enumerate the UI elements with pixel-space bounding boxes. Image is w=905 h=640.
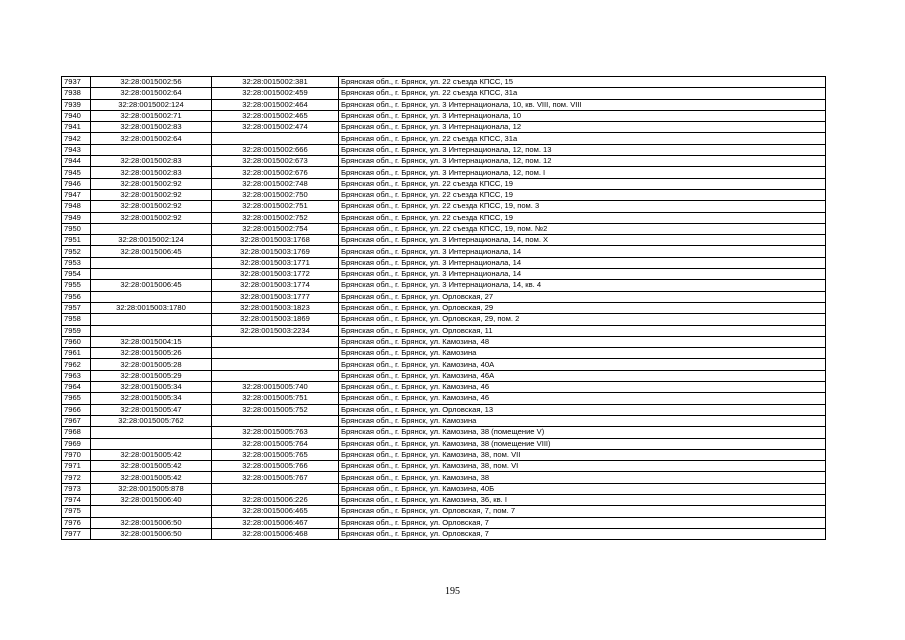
address-cell: Брянская обл., г. Брянск, ул. 3 Интернационала, 12 xyxy=(339,122,826,133)
object-cadastral-number-cell xyxy=(212,336,339,347)
address-cell: Брянская обл., г. Брянск, ул. Орловская, 7 xyxy=(339,517,826,528)
table-row xyxy=(62,77,826,88)
cadastral-number-cell xyxy=(91,257,212,268)
address-cell: Брянская обл., г. Брянск, ул. Орловская, 29, пом. 2 xyxy=(339,314,826,325)
cadastral-number-cell: 32:28:0015006:45 xyxy=(91,246,212,257)
table-row xyxy=(62,336,826,347)
table-row xyxy=(62,269,826,280)
row-number-cell: 7965 xyxy=(62,393,91,404)
table-row xyxy=(62,235,826,246)
cadastral-number-cell: 32:28:0015002:92 xyxy=(91,212,212,223)
table-row xyxy=(62,178,826,189)
object-cadastral-number-cell xyxy=(212,348,339,359)
cadastral-number-cell: 32:28:0015006:50 xyxy=(91,528,212,539)
table-row xyxy=(62,528,826,539)
page-number: 195 xyxy=(445,586,460,597)
cadastral-number-cell: 32:28:0015002:56 xyxy=(91,77,212,88)
table-row xyxy=(62,291,826,302)
table-row xyxy=(62,314,826,325)
row-number-cell: 7948 xyxy=(62,201,91,212)
object-cadastral-number-cell: 32:28:0015005:740 xyxy=(212,382,339,393)
address-cell: Брянская обл., г. Брянск, ул. 22 съезда КПСС, 19, пом. 3 xyxy=(339,201,826,212)
table-row xyxy=(62,438,826,449)
cadastral-number-cell: 32:28:0015002:92 xyxy=(91,189,212,200)
row-number-cell: 7938 xyxy=(62,88,91,99)
cadastral-number-cell: 32:28:0015002:92 xyxy=(91,178,212,189)
object-cadastral-number-cell: 32:28:0015006:226 xyxy=(212,494,339,505)
table-row xyxy=(62,359,826,370)
object-cadastral-number-cell: 32:28:0015002:381 xyxy=(212,77,339,88)
address-cell: Брянская обл., г. Брянск, ул. 22 съезда КПСС, 19 xyxy=(339,189,826,200)
row-number-cell: 7971 xyxy=(62,461,91,472)
row-number-cell: 7967 xyxy=(62,415,91,426)
address-cell: Брянская обл., г. Брянск, ул. 3 Интернационала, 14, кв. 4 xyxy=(339,280,826,291)
address-cell: Брянская обл., г. Брянск, ул. Камозина, 46А xyxy=(339,370,826,381)
address-cell: Брянская обл., г. Брянск, ул. 3 Интернационала, 14 xyxy=(339,269,826,280)
cadastral-number-cell xyxy=(91,314,212,325)
table-row xyxy=(62,110,826,121)
row-number-cell: 7949 xyxy=(62,212,91,223)
cadastral-number-cell xyxy=(91,427,212,438)
address-cell: Брянская обл., г. Брянск, ул. Орловская, 11 xyxy=(339,325,826,336)
address-cell: Брянская обл., г. Брянск, ул. Камозина, 46 xyxy=(339,382,826,393)
table-row xyxy=(62,461,826,472)
row-number-cell: 7941 xyxy=(62,122,91,133)
table-row xyxy=(62,449,826,460)
address-cell: Брянская обл., г. Брянск, ул. 22 съезда КПСС, 15 xyxy=(339,77,826,88)
table-row xyxy=(62,483,826,494)
object-cadastral-number-cell: 32:28:0015006:468 xyxy=(212,528,339,539)
cadastral-number-cell: 32:28:0015005:878 xyxy=(91,483,212,494)
row-number-cell: 7970 xyxy=(62,449,91,460)
address-cell: Брянская обл., г. Брянск, ул. Орловская, 27 xyxy=(339,291,826,302)
cadastral-number-cell: 32:28:0015005:42 xyxy=(91,461,212,472)
table-row xyxy=(62,280,826,291)
object-cadastral-number-cell: 32:28:0015003:1869 xyxy=(212,314,339,325)
object-cadastral-number-cell xyxy=(212,483,339,494)
row-number-cell: 7947 xyxy=(62,189,91,200)
table-row xyxy=(62,122,826,133)
row-number-cell: 7956 xyxy=(62,291,91,302)
row-number-cell: 7953 xyxy=(62,257,91,268)
object-cadastral-number-cell: 32:28:0015002:751 xyxy=(212,201,339,212)
object-cadastral-number-cell: 32:28:0015002:750 xyxy=(212,189,339,200)
row-number-cell: 7977 xyxy=(62,528,91,539)
cadastral-number-cell: 32:28:0015002:92 xyxy=(91,201,212,212)
address-cell: Брянская обл., г. Брянск, ул. 3 Интернационала, 10 xyxy=(339,110,826,121)
table-row xyxy=(62,382,826,393)
object-cadastral-number-cell: 32:28:0015002:666 xyxy=(212,144,339,155)
table-row xyxy=(62,404,826,415)
address-cell: Брянская обл., г. Брянск, ул. Камозина, 40Б xyxy=(339,483,826,494)
object-cadastral-number-cell: 32:28:0015003:1771 xyxy=(212,257,339,268)
object-cadastral-number-cell: 32:28:0015005:752 xyxy=(212,404,339,415)
cadastral-number-cell: 32:28:0015002:124 xyxy=(91,235,212,246)
cadastral-number-cell: 32:28:0015005:26 xyxy=(91,348,212,359)
cadastral-number-cell: 32:28:0015005:29 xyxy=(91,370,212,381)
object-cadastral-number-cell: 32:28:0015005:763 xyxy=(212,427,339,438)
row-number-cell: 7964 xyxy=(62,382,91,393)
address-cell: Брянская обл., г. Брянск, ул. 3 Интернационала, 12, пом. I xyxy=(339,167,826,178)
table-row xyxy=(62,517,826,528)
cadastral-number-cell: 32:28:0015002:83 xyxy=(91,167,212,178)
row-number-cell: 7976 xyxy=(62,517,91,528)
table-row xyxy=(62,494,826,505)
object-cadastral-number-cell xyxy=(212,133,339,144)
row-number-cell: 7951 xyxy=(62,235,91,246)
row-number-cell: 7943 xyxy=(62,144,91,155)
row-number-cell: 7963 xyxy=(62,370,91,381)
cadastral-number-cell xyxy=(91,291,212,302)
cadastral-number-cell xyxy=(91,438,212,449)
cadastral-number-cell: 32:28:0015005:34 xyxy=(91,382,212,393)
table-row xyxy=(62,189,826,200)
row-number-cell: 7944 xyxy=(62,156,91,167)
cadastral-number-cell: 32:28:0015002:64 xyxy=(91,133,212,144)
table-row xyxy=(62,427,826,438)
cadastral-number-cell xyxy=(91,144,212,155)
row-number-cell: 7972 xyxy=(62,472,91,483)
cadastral-number-cell: 32:28:0015002:71 xyxy=(91,110,212,121)
cadastral-number-cell: 32:28:0015005:762 xyxy=(91,415,212,426)
row-number-cell: 7937 xyxy=(62,77,91,88)
cadastral-number-cell xyxy=(91,506,212,517)
table-row xyxy=(62,88,826,99)
object-cadastral-number-cell: 32:28:0015002:676 xyxy=(212,167,339,178)
object-cadastral-number-cell: 32:28:0015002:474 xyxy=(212,122,339,133)
table-row xyxy=(62,133,826,144)
address-cell: Брянская обл., г. Брянск, ул. Камозина, 36, кв. I xyxy=(339,494,826,505)
address-cell: Брянская обл., г. Брянск, ул. 3 Интернационала, 12, пом. 12 xyxy=(339,156,826,167)
row-number-cell: 7973 xyxy=(62,483,91,494)
table-row xyxy=(62,144,826,155)
address-cell: Брянская обл., г. Брянск, ул. 22 съезда КПСС, 19 xyxy=(339,212,826,223)
address-cell: Брянская обл., г. Брянск, ул. 3 Интернационала, 14 xyxy=(339,246,826,257)
cadastral-number-cell: 32:28:0015006:50 xyxy=(91,517,212,528)
object-cadastral-number-cell: 32:28:0015002:464 xyxy=(212,99,339,110)
table-row xyxy=(62,99,826,110)
cadastral-number-cell: 32:28:0015005:28 xyxy=(91,359,212,370)
table-row xyxy=(62,506,826,517)
table-row xyxy=(62,393,826,404)
object-cadastral-number-cell: 32:28:0015003:2234 xyxy=(212,325,339,336)
row-number-cell: 7940 xyxy=(62,110,91,121)
cadastral-number-cell: 32:28:0015005:34 xyxy=(91,393,212,404)
address-cell: Брянская обл., г. Брянск, ул. 3 Интернационала, 10, кв. VIII, пом. VIII xyxy=(339,99,826,110)
table-row xyxy=(62,302,826,313)
cadastral-number-cell: 32:28:0015002:64 xyxy=(91,88,212,99)
address-cell: Брянская обл., г. Брянск, ул. Камозина, 38, пом. VI xyxy=(339,461,826,472)
address-cell: Брянская обл., г. Брянск, ул. Камозина, 38, пом. VII xyxy=(339,449,826,460)
cadastral-number-cell: 32:28:0015006:45 xyxy=(91,280,212,291)
table-row xyxy=(62,246,826,257)
row-number-cell: 7942 xyxy=(62,133,91,144)
object-cadastral-number-cell xyxy=(212,415,339,426)
row-number-cell: 7950 xyxy=(62,223,91,234)
row-number-cell: 7945 xyxy=(62,167,91,178)
row-number-cell: 7946 xyxy=(62,178,91,189)
cadastral-number-cell: 32:28:0015002:83 xyxy=(91,156,212,167)
address-cell: Брянская обл., г. Брянск, ул. Камозина, 38 (помещение VIII) xyxy=(339,438,826,449)
cadastral-number-cell: 32:28:0015002:124 xyxy=(91,99,212,110)
table-row xyxy=(62,415,826,426)
row-number-cell: 7954 xyxy=(62,269,91,280)
row-number-cell: 7975 xyxy=(62,506,91,517)
cadastral-number-cell xyxy=(91,223,212,234)
object-cadastral-number-cell: 32:28:0015003:1768 xyxy=(212,235,339,246)
table-row xyxy=(62,223,826,234)
address-cell: Брянская обл., г. Брянск, ул. Камозина, 46 xyxy=(339,393,826,404)
address-cell: Брянская обл., г. Брянск, ул. 22 съезда КПСС, 31а xyxy=(339,133,826,144)
cadastral-number-cell: 32:28:0015003:1780 xyxy=(91,302,212,313)
row-number-cell: 7969 xyxy=(62,438,91,449)
object-cadastral-number-cell xyxy=(212,370,339,381)
table-row xyxy=(62,167,826,178)
cadastral-number-cell: 32:28:0015002:83 xyxy=(91,122,212,133)
address-cell: Брянская обл., г. Брянск, ул. 3 Интернационала, 12, пом. 13 xyxy=(339,144,826,155)
row-number-cell: 7958 xyxy=(62,314,91,325)
address-cell: Брянская обл., г. Брянск, ул. 22 съезда КПСС, 31а xyxy=(339,88,826,99)
object-cadastral-number-cell: 32:28:0015002:459 xyxy=(212,88,339,99)
address-cell: Брянская обл., г. Брянск, ул. Камозина xyxy=(339,348,826,359)
object-cadastral-number-cell: 32:28:0015005:751 xyxy=(212,393,339,404)
cadastral-number-cell: 32:28:0015006:40 xyxy=(91,494,212,505)
object-cadastral-number-cell: 32:28:0015006:465 xyxy=(212,506,339,517)
object-cadastral-number-cell: 32:28:0015002:673 xyxy=(212,156,339,167)
cadastral-number-cell xyxy=(91,269,212,280)
object-cadastral-number-cell: 32:28:0015003:1777 xyxy=(212,291,339,302)
address-cell: Брянская обл., г. Брянск, ул. Камозина, 38 xyxy=(339,472,826,483)
table-row xyxy=(62,370,826,381)
table-row xyxy=(62,348,826,359)
row-number-cell: 7960 xyxy=(62,336,91,347)
address-cell: Брянская обл., г. Брянск, ул. Камозина, 48 xyxy=(339,336,826,347)
address-cell: Брянская обл., г. Брянск, ул. Орловская, 29 xyxy=(339,302,826,313)
row-number-cell: 7974 xyxy=(62,494,91,505)
registry-table xyxy=(61,76,826,540)
row-number-cell: 7961 xyxy=(62,348,91,359)
cadastral-number-cell: 32:28:0015005:42 xyxy=(91,472,212,483)
row-number-cell: 7968 xyxy=(62,427,91,438)
row-number-cell: 7939 xyxy=(62,99,91,110)
address-cell: Брянская обл., г. Брянск, ул. Орловская, 13 xyxy=(339,404,826,415)
object-cadastral-number-cell: 32:28:0015005:766 xyxy=(212,461,339,472)
object-cadastral-number-cell: 32:28:0015002:465 xyxy=(212,110,339,121)
address-cell: Брянская обл., г. Брянск, ул. Камозина xyxy=(339,415,826,426)
address-cell: Брянская обл., г. Брянск, ул. 3 Интернационала, 14 xyxy=(339,257,826,268)
table-row xyxy=(62,472,826,483)
object-cadastral-number-cell: 32:28:0015002:748 xyxy=(212,178,339,189)
row-number-cell: 7962 xyxy=(62,359,91,370)
table-row xyxy=(62,156,826,167)
object-cadastral-number-cell: 32:28:0015006:467 xyxy=(212,517,339,528)
address-cell: Брянская обл., г. Брянск, ул. Орловская, 7 xyxy=(339,528,826,539)
table-row xyxy=(62,257,826,268)
cadastral-number-cell: 32:28:0015004:15 xyxy=(91,336,212,347)
cadastral-number-cell: 32:28:0015005:42 xyxy=(91,449,212,460)
address-cell: Брянская обл., г. Брянск, ул. 3 Интернационала, 14, пом. X xyxy=(339,235,826,246)
object-cadastral-number-cell: 32:28:0015005:764 xyxy=(212,438,339,449)
row-number-cell: 7955 xyxy=(62,280,91,291)
table-row xyxy=(62,212,826,223)
object-cadastral-number-cell: 32:28:0015003:1772 xyxy=(212,269,339,280)
cadastral-number-cell: 32:28:0015005:47 xyxy=(91,404,212,415)
address-cell: Брянская обл., г. Брянск, ул. Орловская, 7, пом. 7 xyxy=(339,506,826,517)
address-cell: Брянская обл., г. Брянск, ул. Камозина, 40А xyxy=(339,359,826,370)
object-cadastral-number-cell xyxy=(212,359,339,370)
table-row xyxy=(62,325,826,336)
address-cell: Брянская обл., г. Брянск, ул. 22 съезда КПСС, 19, пом. №2 xyxy=(339,223,826,234)
row-number-cell: 7966 xyxy=(62,404,91,415)
registry-table-body xyxy=(62,77,826,540)
object-cadastral-number-cell: 32:28:0015005:767 xyxy=(212,472,339,483)
address-cell: Брянская обл., г. Брянск, ул. 22 съезда КПСС, 19 xyxy=(339,178,826,189)
row-number-cell: 7959 xyxy=(62,325,91,336)
table-row xyxy=(62,201,826,212)
address-cell: Брянская обл., г. Брянск, ул. Камозина, 38 (помещение V) xyxy=(339,427,826,438)
object-cadastral-number-cell: 32:28:0015003:1769 xyxy=(212,246,339,257)
object-cadastral-number-cell: 32:28:0015005:765 xyxy=(212,449,339,460)
object-cadastral-number-cell: 32:28:0015003:1823 xyxy=(212,302,339,313)
cadastral-number-cell xyxy=(91,325,212,336)
object-cadastral-number-cell: 32:28:0015002:754 xyxy=(212,223,339,234)
object-cadastral-number-cell: 32:28:0015003:1774 xyxy=(212,280,339,291)
object-cadastral-number-cell: 32:28:0015002:752 xyxy=(212,212,339,223)
row-number-cell: 7952 xyxy=(62,246,91,257)
row-number-cell: 7957 xyxy=(62,302,91,313)
